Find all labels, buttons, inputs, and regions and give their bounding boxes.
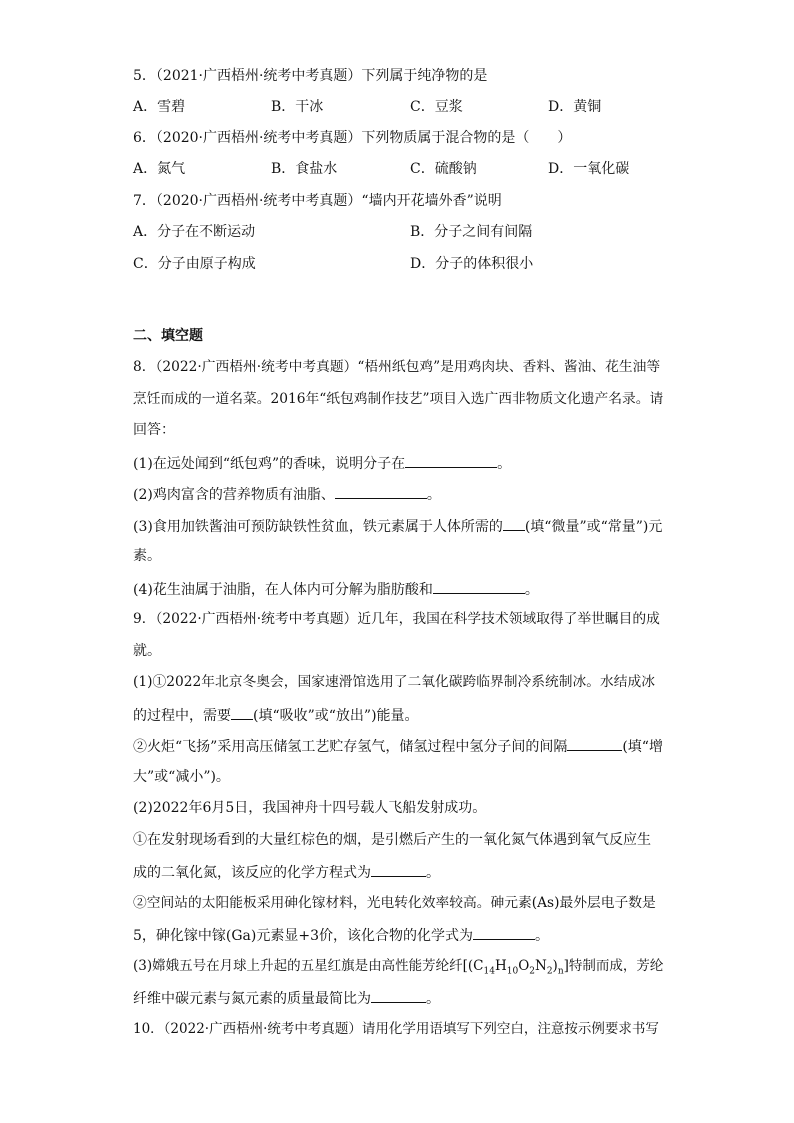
q9-part2-sub2: ②空间站的太阳能板采用砷化镓材料，光电转化效率较高。砷元素(As)最外层电子数是 [133, 895, 656, 911]
q6-option-a: A．氮气 [133, 161, 186, 177]
q5-option-a: A．雪碧 [133, 99, 186, 115]
q5-stem: 5．（2021·广西梧州·统考中考真题）下列属于纯净物的是 [133, 68, 488, 84]
q8-part3-cont: 素。 [133, 548, 161, 564]
q9-part1: (1)①2022年北京冬奥会，国家速滑馆选用了二氧化碳跨临界制冷系统制冰。水结成冰 [133, 674, 655, 690]
q7-option-b: B．分子之间有间隔 [410, 224, 533, 240]
answer-blank[interactable] [371, 861, 426, 877]
q7-stem: 7．（2020·广西梧州·统考中考真题）“墙内开花墙外香”说明 [133, 193, 502, 209]
q8-stem-line3: 回答： [133, 422, 175, 438]
answer-blank[interactable] [405, 452, 497, 468]
q9-part1-sub2-cont: 大”或“减小”)。 [133, 769, 230, 785]
q6-option-d: D．一氧化碳 [548, 161, 630, 177]
answer-blank[interactable] [335, 483, 427, 499]
q9-stem-line2: 就。 [133, 643, 161, 659]
q8-part2: (2)鸡肉富含的营养物质有油脂、 。 [133, 483, 663, 505]
q7-option-d: D．分子的体积很小 [410, 256, 534, 272]
q9-part2: (2)2022年6月5日，我国神舟十四号载人飞船发射成功。 [133, 800, 487, 816]
q5-option-c: C．豆浆 [410, 99, 463, 115]
section-title: 二、填空题 [133, 328, 203, 344]
q7-option-c: C．分子由原子构成 [133, 256, 256, 272]
q9-stem-line1: 9．（2022·广西梧州·统考中考真题）近几年，我国在科学技术领域取得了举世瞩目的成 [133, 611, 660, 627]
answer-blank[interactable] [473, 924, 535, 940]
q8-stem-line2: 烹饪而成的一道名菜。2016年“纸包鸡制作技艺”项目入选广西非物质文化遗产名录。请 [133, 391, 664, 407]
q9-part3-cont: 纤维中碳元素与氮元素的质量最简比为 。 [133, 987, 663, 1009]
answer-blank[interactable] [567, 735, 622, 751]
q9-part3: (3)嫦娥五号在月球上升起的五星红旗是由高性能芳纶纤$[(C_{14}H_{10}O_2N_2)_n]$特制而成，芳纶 [133, 958, 664, 977]
q8-part3: (3)食用加铁酱油可预防缺铁性贫血，铁元素属于人体所需的 (填“微量”或“常量”)元 [133, 515, 663, 537]
q9-part1-cont: 的过程中，需要 (填“吸收”或“放出”)能量。 [133, 704, 663, 726]
q7-option-a: A．分子在不断运动 [133, 224, 256, 240]
q9-part2-sub2-cont: 5，砷化镓中镓(Ga)元素显+3价，该化合物的化学式为 。 [133, 924, 663, 946]
q5-option-d: D．黄铜 [548, 99, 602, 115]
q8-part1: (1)在远处闻到“纸包鸡”的香味，说明分子在 。 [133, 452, 663, 474]
q6-stem: 6．（2020·广西梧州·统考中考真题）下列物质属于混合物的是（ ） [133, 130, 572, 146]
q8-stem-line1: 8．（2022·广西梧州·统考中考真题）“梧州纸包鸡”是用鸡肉块、香料、酱油、花生油等 [133, 359, 661, 375]
q6-option-c: C．硫酸钠 [410, 161, 477, 177]
q9-part2-sub1: ①在发射现场看到的大量红棕色的烟，是引燃后产生的一氧化氮气体遇到氧气反应生 [133, 832, 651, 848]
answer-blank[interactable] [371, 987, 426, 1003]
q9-part1-sub2: ②火炬“飞扬”采用高压储氢工艺贮存氢气，储氢过程中氢分子间的间隔 (填“增 [133, 735, 663, 757]
answer-blank[interactable] [231, 704, 253, 720]
q10-stem: 10．（2022·广西梧州·统考中考真题）请用化学用语填写下列空白，注意按示例要求书写 [133, 1021, 659, 1037]
q5-option-b: B．干冰 [271, 99, 324, 115]
answer-blank[interactable] [503, 515, 525, 531]
q9-part2-sub1-cont: 成的二氧化氮，该反应的化学方程式为 。 [133, 861, 663, 883]
answer-blank[interactable] [433, 578, 525, 594]
q6-option-b: B．食盐水 [271, 161, 338, 177]
q8-part4: (4)花生油属于油脂，在人体内可分解为脂肪酸和 。 [133, 578, 663, 600]
